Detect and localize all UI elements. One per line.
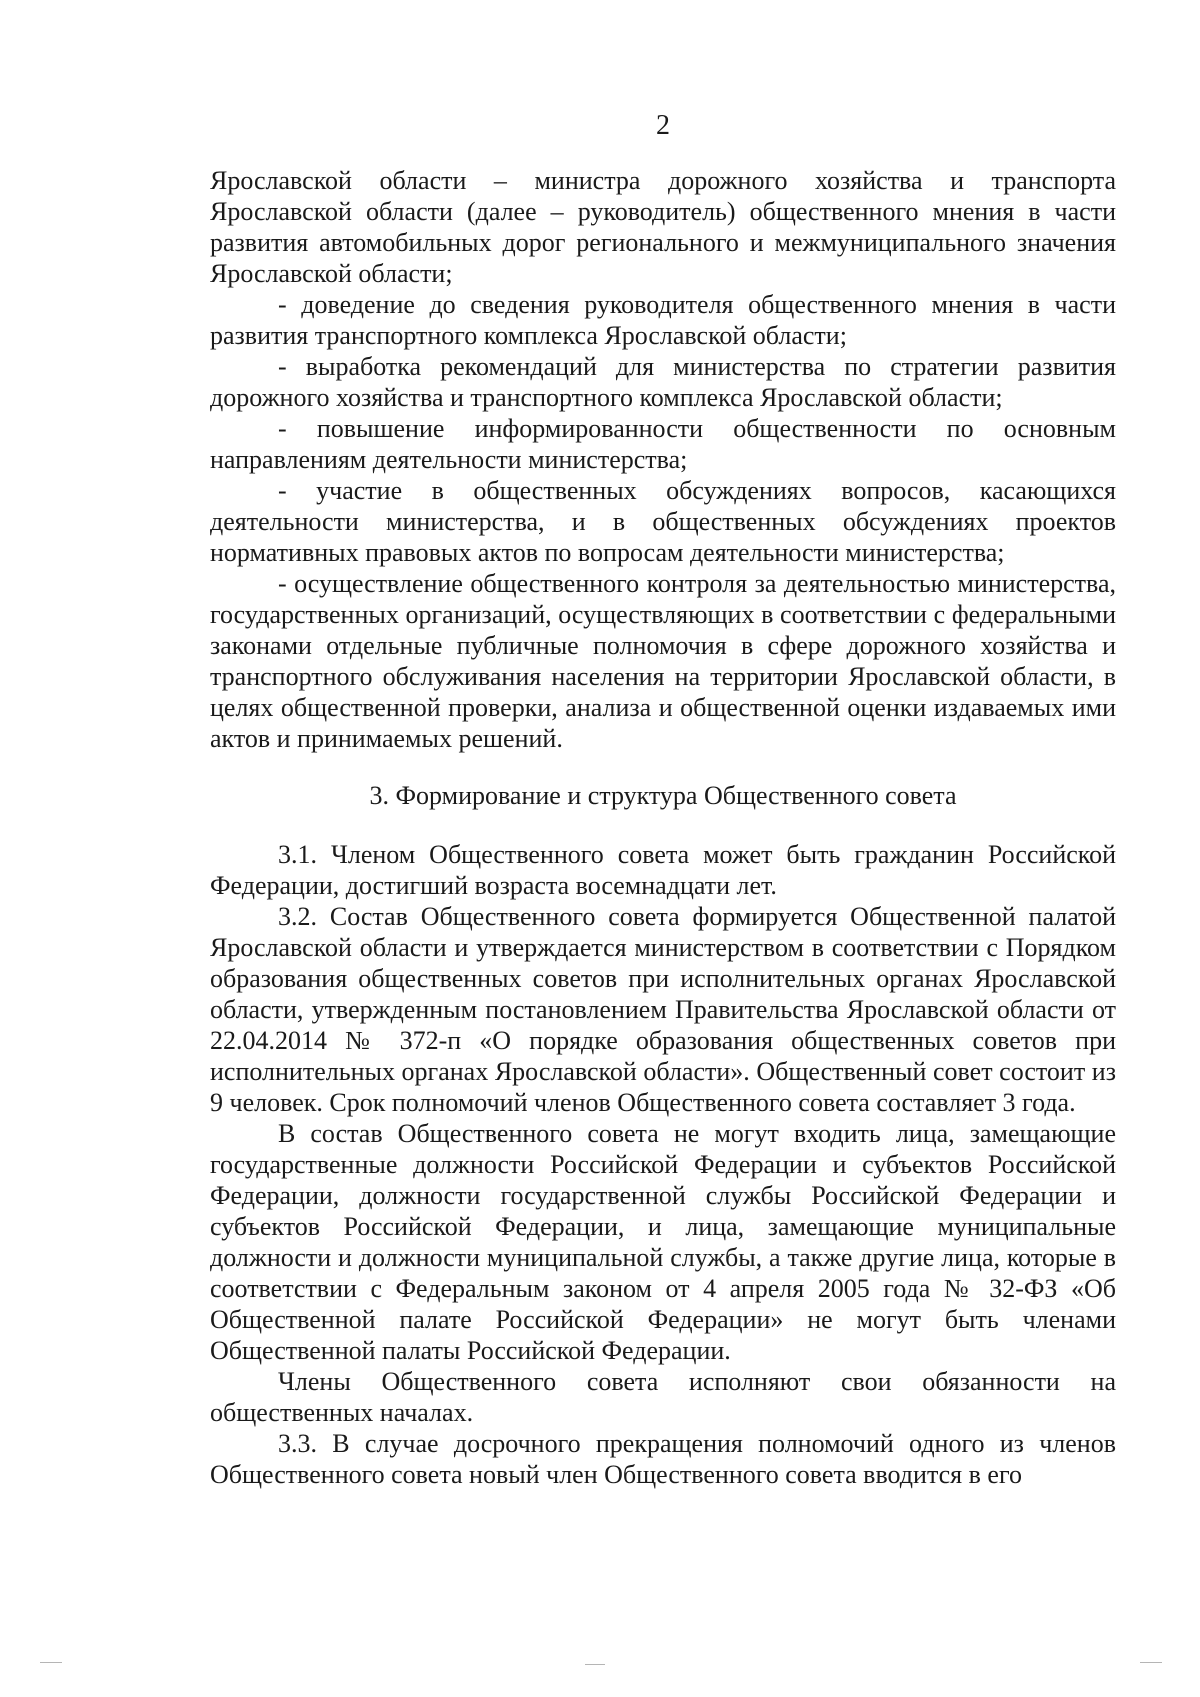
scan-artifact	[585, 1664, 605, 1665]
document-page	[210, 0, 1116, 1697]
clause-3-3: 3.3. В случае досрочного прекращения полномочий одного из членов Общественного совета новый член Общественного совета вводится в его	[210, 1429, 1116, 1489]
list-item: - повышение информированности общественности по основным направлениям деятельности министерства;	[210, 414, 1116, 474]
list-item: - осуществление общественного контроля за деятельностью министерства, государственных организаций, осуществляющих в соответствии с федеральными законами отдельные публичные полномочия в сфере дорожного хозяйства и транспортного обслуживания населения на территории Ярославской области, в целях общественной проверки, анализа и общественной оценки издаваемых ими актов и принимаемых решений.	[210, 569, 1116, 753]
list-item: - участие в общественных обсуждениях вопросов, касающихся деятельности министерства, и в общественных обсуждениях проектов нормативных правовых актов по вопросам деятельности министерства;	[210, 476, 1116, 567]
scan-artifact	[1140, 1662, 1162, 1663]
list-item: - выработка рекомендаций для министерства по стратегии развития дорожного хозяйства и транспортного комплекса Ярославской области;	[210, 352, 1116, 412]
paragraph: В состав Общественного совета не могут входить лица, замещающие государственные должности Российской Федерации и субъектов Российской Федерации, должности государственной службы Российской Федерации и субъектов Российской Федерации, и лица, замещающие муниципальные должности и должности муниципальной службы, а также другие лица, которые в соответствии с Федеральным законом от 4 апреля 2005 года № 32-ФЗ «Об Общественной палате Российской Федерации» не могут быть членами Общественной палаты Российской Федерации.	[210, 1119, 1116, 1365]
clause-3-2: 3.2. Состав Общественного совета формируется Общественной палатой Ярославской области и утверждается министерством в соответствии с Порядком образования общественных советов при исполнительных органах Ярославской области, утвержденным постановлением Правительства Ярославской области от 22.04.2014 № 372-п «О порядке образования общественных советов при исполнительных органах Ярославской области». Общественный совет состоит из 9 человек. Срок полномочий членов Общественного совета составляет 3 года.	[210, 902, 1116, 1117]
page-number: 2	[656, 110, 670, 141]
list-item: - доведение до сведения руководителя общественного мнения в части развития транспортного комплекса Ярославской области;	[210, 290, 1116, 350]
paragraph-continuation: Ярославской области – министра дорожного хозяйства и транспорта Ярославской области (далее – руководитель) общественного мнения в части развития автомобильных дорог регионального и межмуниципального значения Ярославской области;	[210, 166, 1116, 288]
clause-3-1: 3.1. Членом Общественного совета может быть гражданин Российской Федерации, достигший возраста восемнадцати лет.	[210, 840, 1116, 900]
paragraph: Члены Общественного совета исполняют свои обязанности на общественных началах.	[210, 1367, 1116, 1427]
section-heading: 3. Формирование и структура Общественного совета	[369, 781, 957, 810]
scan-artifact	[40, 1662, 62, 1663]
document-body	[210, 165, 1116, 1490]
